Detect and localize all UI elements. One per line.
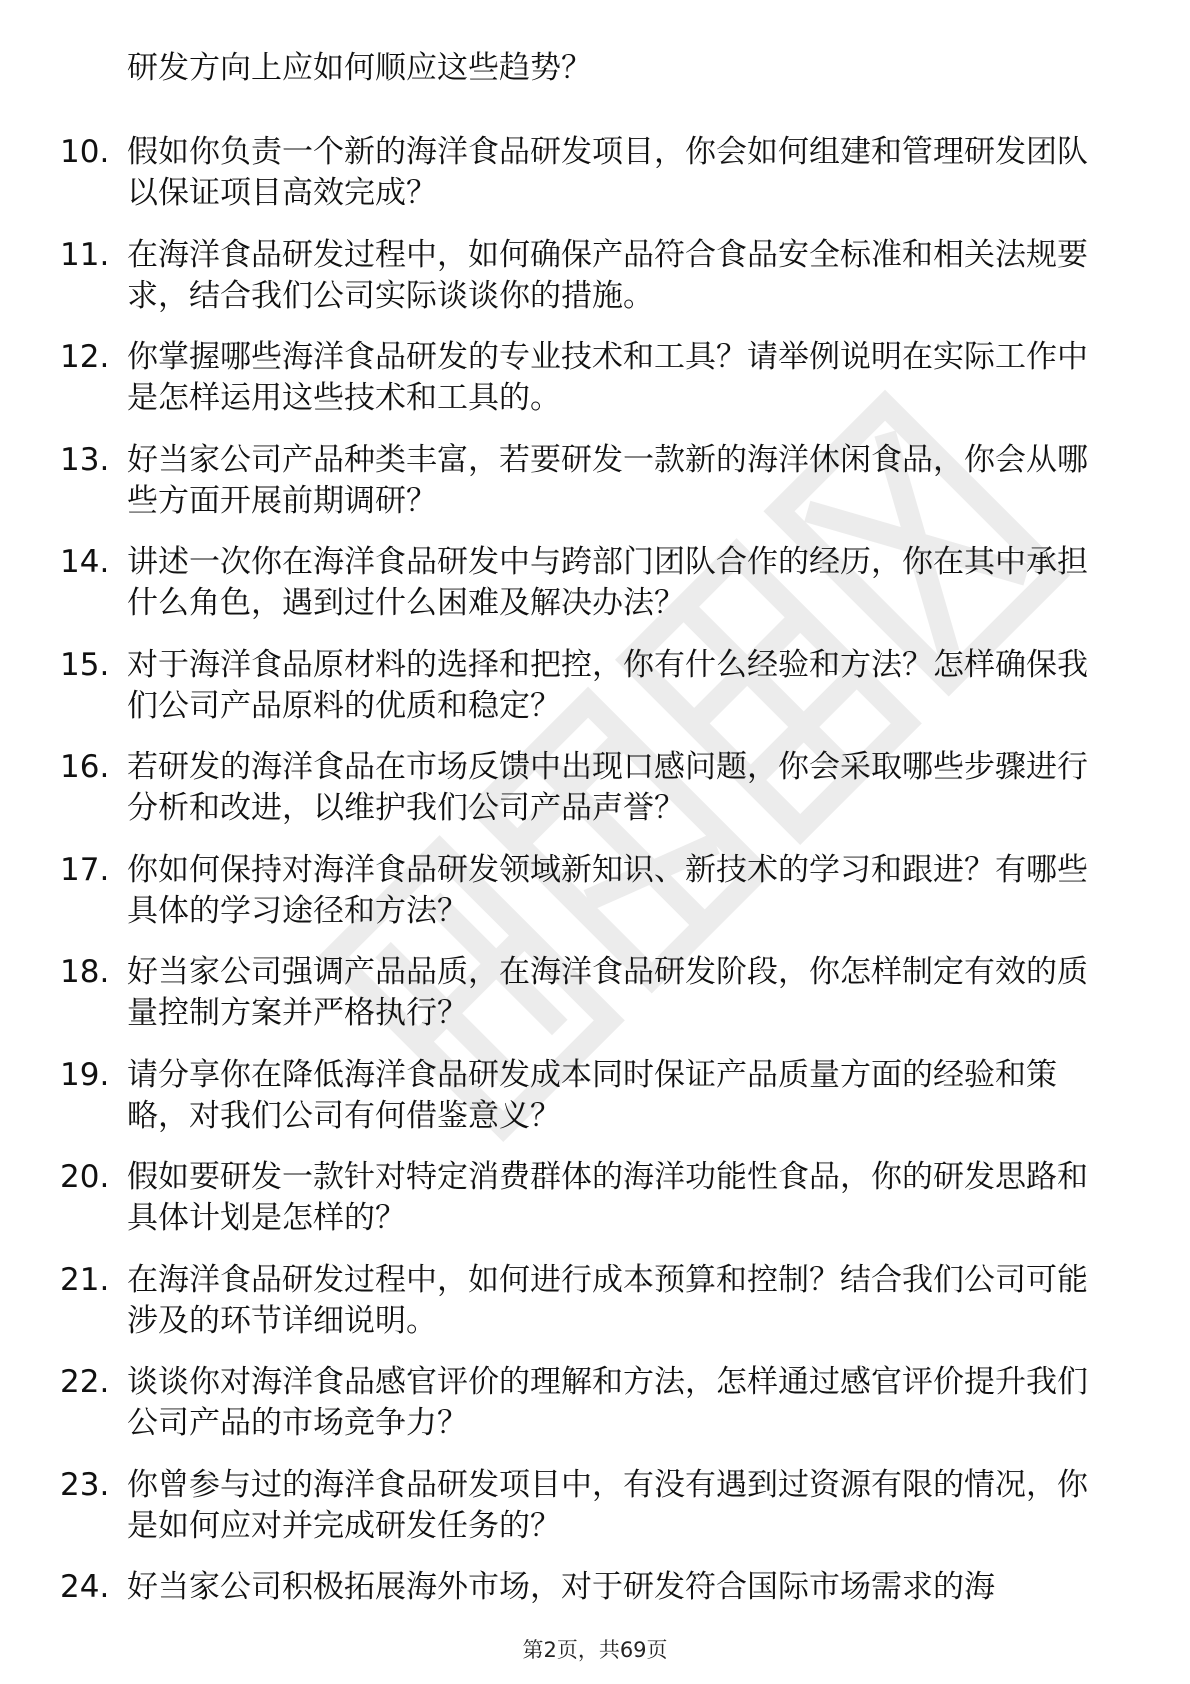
question-text: 谈谈你对海洋食品感官评价的理解和方法，怎样通过感官评价提升我们公司产品的市场竞争力？ bbox=[127, 1364, 1088, 1441]
question-number: 14. bbox=[60, 544, 110, 580]
list-item bbox=[0, 850, 1190, 953]
list-item bbox=[0, 1362, 1190, 1465]
question-number: 19. bbox=[60, 1056, 110, 1093]
question-number: 10. bbox=[60, 134, 110, 170]
list-item bbox=[0, 1055, 1190, 1158]
question-list bbox=[0, 132, 1190, 1670]
list-item bbox=[0, 337, 1190, 440]
continuation-text: 研发方向上应如何顺应这些趋势？ bbox=[127, 50, 592, 86]
question-text: 假如要研发一款针对特定消费群体的海洋功能性食品，你的研发思路和具体计划是怎样的？ bbox=[127, 1159, 1088, 1236]
question-number: 15. bbox=[60, 646, 110, 683]
question-number: 24. bbox=[60, 1569, 110, 1605]
question-text: 好当家公司强调产品品质，在海洋食品研发阶段，你怎样制定有效的质量控制方案并严格执行？ bbox=[127, 954, 1088, 1031]
question-number: 13. bbox=[60, 441, 110, 478]
question-number: 23. bbox=[60, 1466, 110, 1503]
question-text: 若研发的海洋食品在市场反馈中出现口感问题，你会采取哪些步骤进行分析和改进，以维护我们公司产品声誉？ bbox=[127, 749, 1088, 826]
list-item bbox=[0, 132, 1190, 235]
question-text: 假如你负责一个新的海洋食品研发项目，你会如何组建和管理研发团队以保证项目高效完成？ bbox=[127, 134, 1088, 211]
question-number: 22. bbox=[60, 1364, 110, 1400]
question-text: 你曾参与过的海洋食品研发项目中，有没有遇到过资源有限的情况，你是如何应对并完成研发任务的？ bbox=[127, 1466, 1088, 1544]
question-number: 12. bbox=[60, 339, 110, 375]
list-item bbox=[0, 235, 1190, 338]
question-number: 16. bbox=[60, 749, 110, 785]
question-text: 你如何保持对海洋食品研发领域新知识、新技术的学习和跟进？有哪些具体的学习途径和方法？ bbox=[127, 851, 1088, 929]
list-item bbox=[0, 747, 1190, 850]
question-number: 11. bbox=[60, 236, 110, 273]
list-item bbox=[0, 1157, 1190, 1260]
question-number: 18. bbox=[60, 954, 110, 990]
question-text: 好当家公司产品种类丰富，若要研发一款新的海洋休闲食品，你会从哪些方面开展前期调研？ bbox=[127, 441, 1088, 519]
question-number: 20. bbox=[60, 1159, 110, 1195]
question-text: 在海洋食品研发过程中，如何确保产品符合食品安全标准和相关法规要求，结合我们公司实际谈谈你的措施。 bbox=[127, 236, 1088, 314]
list-item bbox=[0, 542, 1190, 645]
question-number: 21. bbox=[60, 1261, 110, 1298]
question-text: 请分享你在降低海洋食品研发成本同时保证产品质量方面的经验和策略，对我们公司有何借鉴意义？ bbox=[127, 1056, 1057, 1134]
question-text: 讲述一次你在海洋食品研发中与跨部门团队合作的经历，你在其中承担什么角色，遇到过什么困难及解决办法？ bbox=[127, 544, 1088, 621]
list-item bbox=[0, 1465, 1190, 1568]
question-text: 好当家公司积极拓展海外市场，对于研发符合国际市场需求的海 bbox=[127, 1569, 995, 1605]
question-text: 在海洋食品研发过程中，如何进行成本预算和控制？结合我们公司可能涉及的环节详细说明。 bbox=[127, 1261, 1088, 1339]
list-item bbox=[0, 1260, 1190, 1363]
list-item bbox=[0, 952, 1190, 1055]
question-number: 17. bbox=[60, 851, 110, 888]
page-footer: 第2页，共69页 bbox=[522, 1638, 668, 1662]
question-text: 对于海洋食品原材料的选择和把控，你有什么经验和方法？怎样确保我们公司产品原料的优质和稳定？ bbox=[127, 646, 1088, 724]
list-item bbox=[0, 645, 1190, 748]
list-item bbox=[0, 440, 1190, 543]
question-text: 你掌握哪些海洋食品研发的专业技术和工具？请举例说明在实际工作中是怎样运用这些技术和工具的。 bbox=[127, 339, 1088, 416]
